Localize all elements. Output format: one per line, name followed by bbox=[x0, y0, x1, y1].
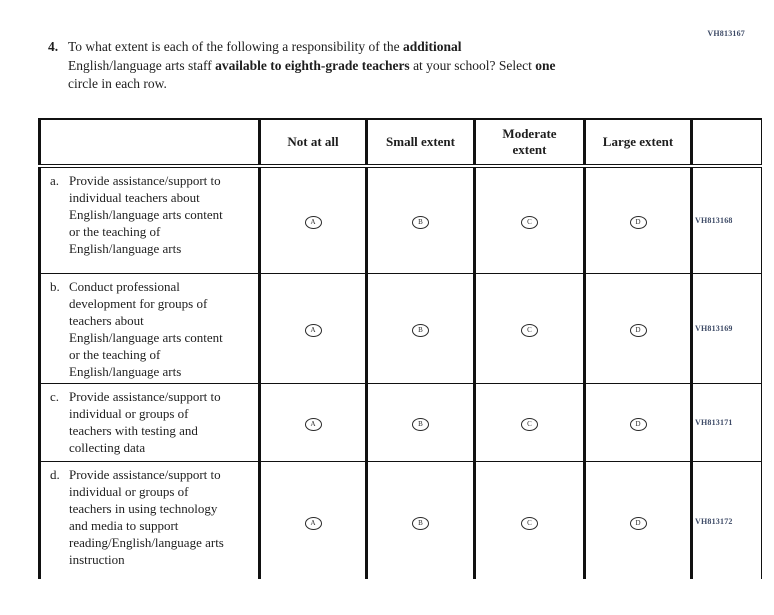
row-a-option-c-circle[interactable]: C bbox=[521, 216, 538, 229]
row-d-option-b-circle[interactable]: B bbox=[412, 517, 429, 530]
row-c-letter: c. bbox=[50, 388, 60, 404]
question-text-segment: English/language arts staff bbox=[68, 57, 216, 73]
form-code-top-right: VH813167 bbox=[707, 29, 745, 38]
row-c-cell-large-extent bbox=[585, 383, 692, 461]
table-row-c bbox=[40, 383, 762, 461]
header-blank-code bbox=[692, 119, 762, 166]
row-b-cell-moderate-extent bbox=[475, 273, 585, 383]
row-d-cell-small-extent bbox=[367, 461, 475, 579]
header-row bbox=[40, 119, 762, 166]
row-d-label bbox=[40, 461, 260, 579]
row-b-option-c-circle[interactable]: C bbox=[521, 324, 538, 337]
row-c-label bbox=[40, 383, 260, 461]
row-a-option-b-circle[interactable]: B bbox=[412, 216, 429, 229]
row-c-cell-small-extent bbox=[367, 383, 475, 461]
row-c-text: Provide assistance/support to individual or groups of teachers with testing and collecting data bbox=[69, 388, 221, 455]
row-a-cell-moderate-extent bbox=[475, 166, 585, 273]
row-d-option-c-circle[interactable]: C bbox=[521, 517, 538, 530]
question-block bbox=[48, 38, 556, 94]
row-d-cell-moderate-extent bbox=[475, 461, 585, 579]
response-table-container bbox=[38, 118, 762, 579]
row-d-cell-not-at-all bbox=[260, 461, 367, 579]
question-text-bold-segment: available to eighth-grade teachers bbox=[215, 57, 410, 73]
row-b-option-a-circle[interactable]: A bbox=[305, 324, 322, 337]
row-d-letter: d. bbox=[50, 466, 60, 482]
row-b-option-b-circle[interactable]: B bbox=[412, 324, 429, 337]
row-a-option-a-circle[interactable]: A bbox=[305, 216, 322, 229]
question-line-1 bbox=[68, 38, 556, 57]
row-c-option-b-circle[interactable]: B bbox=[412, 418, 429, 431]
question-line-3 bbox=[68, 75, 556, 94]
row-a-cell-small-extent bbox=[367, 166, 475, 273]
row-c-cell-moderate-extent bbox=[475, 383, 585, 461]
row-a-cell-not-at-all bbox=[260, 166, 367, 273]
row-b-code: VH813169 bbox=[692, 273, 762, 383]
question-line-2 bbox=[68, 57, 556, 76]
row-a-letter: a. bbox=[50, 173, 60, 188]
question-text bbox=[68, 38, 556, 94]
row-b-cell-not-at-all bbox=[260, 273, 367, 383]
table-row-b bbox=[40, 273, 762, 383]
row-a-text: Provide assistance/support to individual teachers about English/language arts content or the teaching of English/language arts bbox=[69, 173, 223, 256]
question-text-bold-segment: additional bbox=[402, 39, 462, 54]
question-text-segment: To what extent is each of the following a responsibility of the bbox=[68, 39, 403, 54]
row-b-letter: b. bbox=[50, 278, 60, 294]
row-a-cell-large-extent bbox=[585, 166, 692, 273]
row-d-option-d-circle[interactable]: D bbox=[630, 517, 647, 530]
question-text-bold-segment: one bbox=[535, 57, 556, 73]
row-d-cell-large-extent bbox=[585, 461, 692, 579]
row-b-cell-large-extent bbox=[585, 273, 692, 383]
row-b-label bbox=[40, 273, 260, 383]
row-c-option-a-circle[interactable]: A bbox=[305, 418, 322, 431]
response-matrix-table bbox=[38, 118, 762, 579]
header-large-extent: Large extent bbox=[585, 119, 692, 166]
row-c-code: VH813171 bbox=[692, 383, 762, 461]
question-number: 4. bbox=[48, 39, 59, 54]
row-a-code: VH813168 bbox=[692, 166, 762, 273]
row-b-option-d-circle[interactable]: D bbox=[630, 324, 647, 337]
table-row-a bbox=[40, 166, 762, 273]
table-row-d bbox=[40, 461, 762, 579]
header-small-extent: Small extent bbox=[367, 119, 475, 166]
row-b-text: Conduct professional development for groups of teachers about English/language arts content or the teaching of English/language arts bbox=[69, 278, 223, 379]
row-c-cell-not-at-all bbox=[260, 383, 367, 461]
row-c-option-d-circle[interactable]: D bbox=[630, 418, 647, 431]
row-c-option-c-circle[interactable]: C bbox=[521, 418, 538, 431]
header-not-at-all: Not at all bbox=[260, 119, 367, 166]
row-a-option-d-circle[interactable]: D bbox=[630, 216, 647, 229]
header-moderate-extent: Moderate extent bbox=[475, 119, 585, 166]
row-d-option-a-circle[interactable]: A bbox=[305, 517, 322, 530]
header-blank-item bbox=[40, 119, 260, 166]
row-d-code: VH813172 bbox=[692, 461, 762, 579]
question-text-segment: circle in each row. bbox=[68, 76, 167, 91]
row-a-label bbox=[40, 166, 260, 273]
row-d-text: Provide assistance/support to individual or groups of teachers in using technology and media to support reading/English/language arts instruction bbox=[69, 466, 224, 567]
row-b-cell-small-extent bbox=[367, 273, 475, 383]
question-text-segment: at your school? Select bbox=[409, 57, 536, 73]
